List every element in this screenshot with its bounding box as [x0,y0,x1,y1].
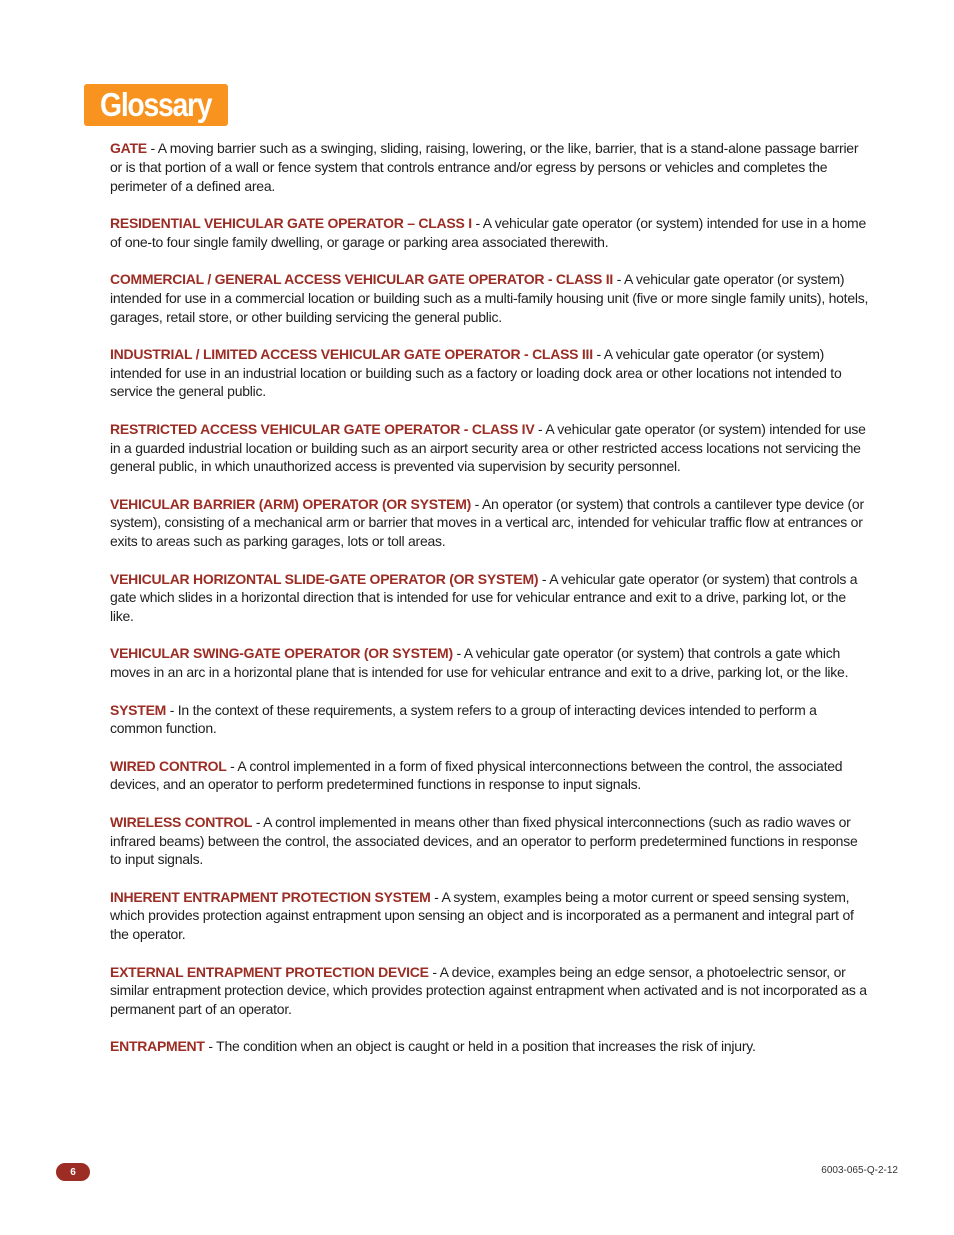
document-code: 6003-065-Q-2-12 [821,1165,898,1176]
glossary-term: INDUSTRIAL / LIMITED ACCESS VEHICULAR GATE OPERATOR - CLASS III [110,345,593,362]
glossary-definition: - A vehicular gate operator (or system) intended for use in a commercial location or building such as a multi-family housing unit (five or more single family units), hotels, garages, retail store, or other building servicing the general public. [110,270,869,325]
page-title: Glossary [100,86,212,123]
glossary-term: RESTRICTED ACCESS VEHICULAR GATE OPERATOR - CLASS IV [110,420,535,437]
glossary-entry [110,420,872,476]
page-title-banner [84,84,228,126]
glossary-definition: - An operator (or system) that controls a cantilever type device (or system), consisting of a mechanical arm or barrier that moves in a vertical arc, intended for vehicular traffic flow at entrances or exits to areas such as parking garages, lots or toll areas. [110,495,864,550]
glossary-definition: - A vehicular gate operator (or system) intended for use in an industrial location or building such as a factory or loading dock area or other locations not intended to service the general public. [110,345,842,400]
glossary-definition: - A system, examples being a motor current or speed sensing system, which provides protection against entrapment upon sensing an object and is incorporated as a permanent and integral part of the operator. [110,888,854,943]
glossary-entry [110,139,872,195]
glossary-term: VEHICULAR BARRIER (ARM) OPERATOR (OR SYSTEM) [110,495,472,512]
glossary-entry [110,813,872,869]
glossary-definition: - A control implemented in a form of fixed physical interconnections between the control, the associated devices, and an operator to perform predetermined functions in response to input signals. [110,757,843,793]
glossary-definition: - The condition when an object is caught or held in a position that increases the risk of injury. [204,1038,756,1055]
glossary-entry [110,757,872,795]
glossary-definition: - A moving barrier such as a swinging, sliding, raising, lowering, or the like, barrier, that is a stand-alone passage barrier or is that portion of a wall or fence system that controls entrance and/or egress by persons or vehicles and completes the perimeter of a defined area. [110,140,859,194]
glossary-entry [110,644,872,682]
glossary-entry [110,963,872,1019]
glossary-entry [110,214,872,252]
glossary-entry [110,888,872,944]
glossary-definition: - A device, examples being an edge sensor, a photoelectric sensor, or similar entrapment protection device, which provides protection against entrapment when activated and is not incorporated as a permanent part of an operator. [110,963,867,1018]
glossary-entry [110,495,872,551]
page-number: 6 [56,1163,90,1181]
glossary-entry [110,345,872,401]
glossary-term: VEHICULAR SWING-GATE OPERATOR (OR SYSTEM) [110,645,453,662]
glossary-term: GATE [110,140,147,156]
glossary-term: EXTERNAL ENTRAPMENT PROTECTION DEVICE [110,963,429,980]
glossary-term: WIRELESS CONTROL [110,813,253,830]
glossary-term: RESIDENTIAL VEHICULAR GATE OPERATOR – CLASS I [110,214,472,231]
glossary-entry [110,570,872,626]
glossary-definition: - A vehicular gate operator (or system) that controls a gate which slides in a horizontal direction that is intended for use for vehicular entrance and exit to a drive, parking lot, or the like. [110,570,858,625]
glossary-term: VEHICULAR HORIZONTAL SLIDE-GATE OPERATOR (OR SYSTEM) [110,570,539,587]
glossary-term: WIRED CONTROL [110,757,227,774]
glossary-term: COMMERCIAL / GENERAL ACCESS VEHICULAR GATE OPERATOR - CLASS II [110,270,614,287]
glossary-term: SYSTEM [110,701,167,718]
glossary-entry [110,1037,872,1056]
glossary-definition: - A vehicular gate operator (or system) that controls a gate which moves in an arc in a horizontal plane that is intended for use for vehicular entrance and exit to a drive, parking lot, or the like. [110,645,849,681]
glossary-list [110,139,872,1075]
glossary-definition: - A vehicular gate operator (or system) intended for use in a home of one-to four single family dwelling, or garage or parking area associated therewith. [110,214,867,250]
glossary-term: ENTRAPMENT [110,1038,205,1055]
glossary-term: INHERENT ENTRAPMENT PROTECTION SYSTEM [110,888,431,905]
glossary-entry [110,701,872,739]
glossary-definition: - In the context of these requirements, a system refers to a group of interacting devices intended to perform a common function. [110,701,817,737]
glossary-definition: - A vehicular gate operator (or system) intended for use in a guarded industrial location or building such as an airport security area or other restricted access locations not servicing the general public, in which unauthorized access is prevented via supervision by security personnel. [110,420,866,475]
glossary-entry [110,270,872,326]
glossary-definition: - A control implemented in means other than fixed physical interconnections (such as radio waves or infrared beams) between the control, the associated devices, and an operator to perform predetermined functions in response to input signals. [110,813,858,868]
